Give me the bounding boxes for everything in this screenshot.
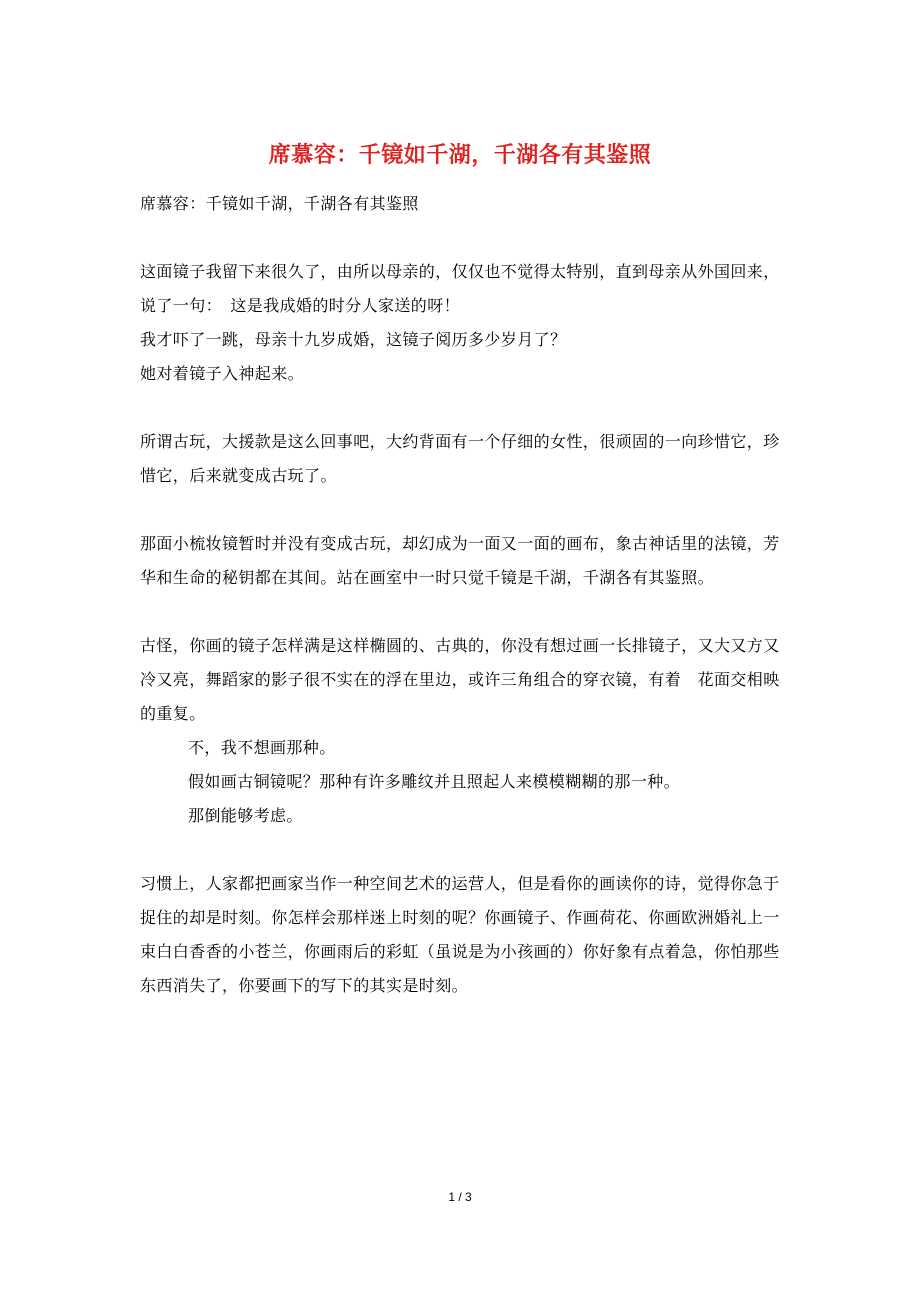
dialogue-line: 那倒能够考虑。 bbox=[188, 806, 303, 825]
subtitle-line: 席慕容：千镜如千湖，千湖各有其鉴照 bbox=[140, 194, 419, 213]
document-body bbox=[140, 187, 797, 1003]
paragraph: 我才吓了一跳，母亲十九岁成婚，这镜子阅历多少岁月了？ bbox=[140, 330, 567, 349]
paragraph: 这面镜子我留下来很久了，由所以母亲的，仅仅也不觉得太特别，直到母亲从外国回来，说了一句： 这是我成婚的时分人家送的呀！ bbox=[140, 262, 780, 315]
paragraph-gap bbox=[140, 493, 785, 527]
paragraph: 古怪，你画的镜子怎样满是这样椭圆的、古典的，你没有想过画一长排镜子，又大又方又冷又亮，舞蹈家的影子很不实在的浮在里边，或许三角组合的穿衣镜，有着 花面交相映 的重复。 bbox=[140, 636, 797, 723]
document-title: 席慕容：千镜如千湖，千湖各有其鉴照 bbox=[268, 142, 652, 168]
paragraph-gap bbox=[140, 391, 785, 425]
paragraph: 所谓古玩，大援款是这么回事吧，大约背面有一个仔细的女性，很顽固的一向珍惜它，珍惜它，后来就变成古玩了。 bbox=[140, 432, 780, 485]
paragraph: 那面小梳妆镜暂时并没有变成古玩，却幻成为一面又一面的画布，象古神话里的法镜，芳华和生命的秘钥都在其间。站在画室中一时只觉千镜是千湖，千湖各有其鉴照。 bbox=[140, 534, 780, 587]
dialogue-line: 不，我不想画那种。 bbox=[188, 738, 336, 757]
paragraph-gap bbox=[140, 833, 785, 867]
dialogue-line: 假如画古铜镜呢？那种有许多雕纹并且照起人来模模糊糊的那一种。 bbox=[188, 772, 681, 791]
paragraph-gap bbox=[140, 221, 785, 255]
paragraph: 习惯上，人家都把画家当作一种空间艺术的运营人，但是看你的画读你的诗，觉得你急于捉住的却是时刻。你怎样会那样迷上时刻的呢？你画镜子、作画荷花、你画欧洲婚礼上一束白白香香的小苍兰，你画雨后的彩虹（虽说是为小孩画的）你好象有点着急，你怕那些东西消失了，你要画下的写下的其实是时刻。 bbox=[140, 874, 780, 995]
paragraph-gap bbox=[140, 595, 785, 629]
page-number: 1 / 3 bbox=[448, 1190, 472, 1204]
paragraph: 她对着镜子入神起来。 bbox=[140, 364, 305, 383]
